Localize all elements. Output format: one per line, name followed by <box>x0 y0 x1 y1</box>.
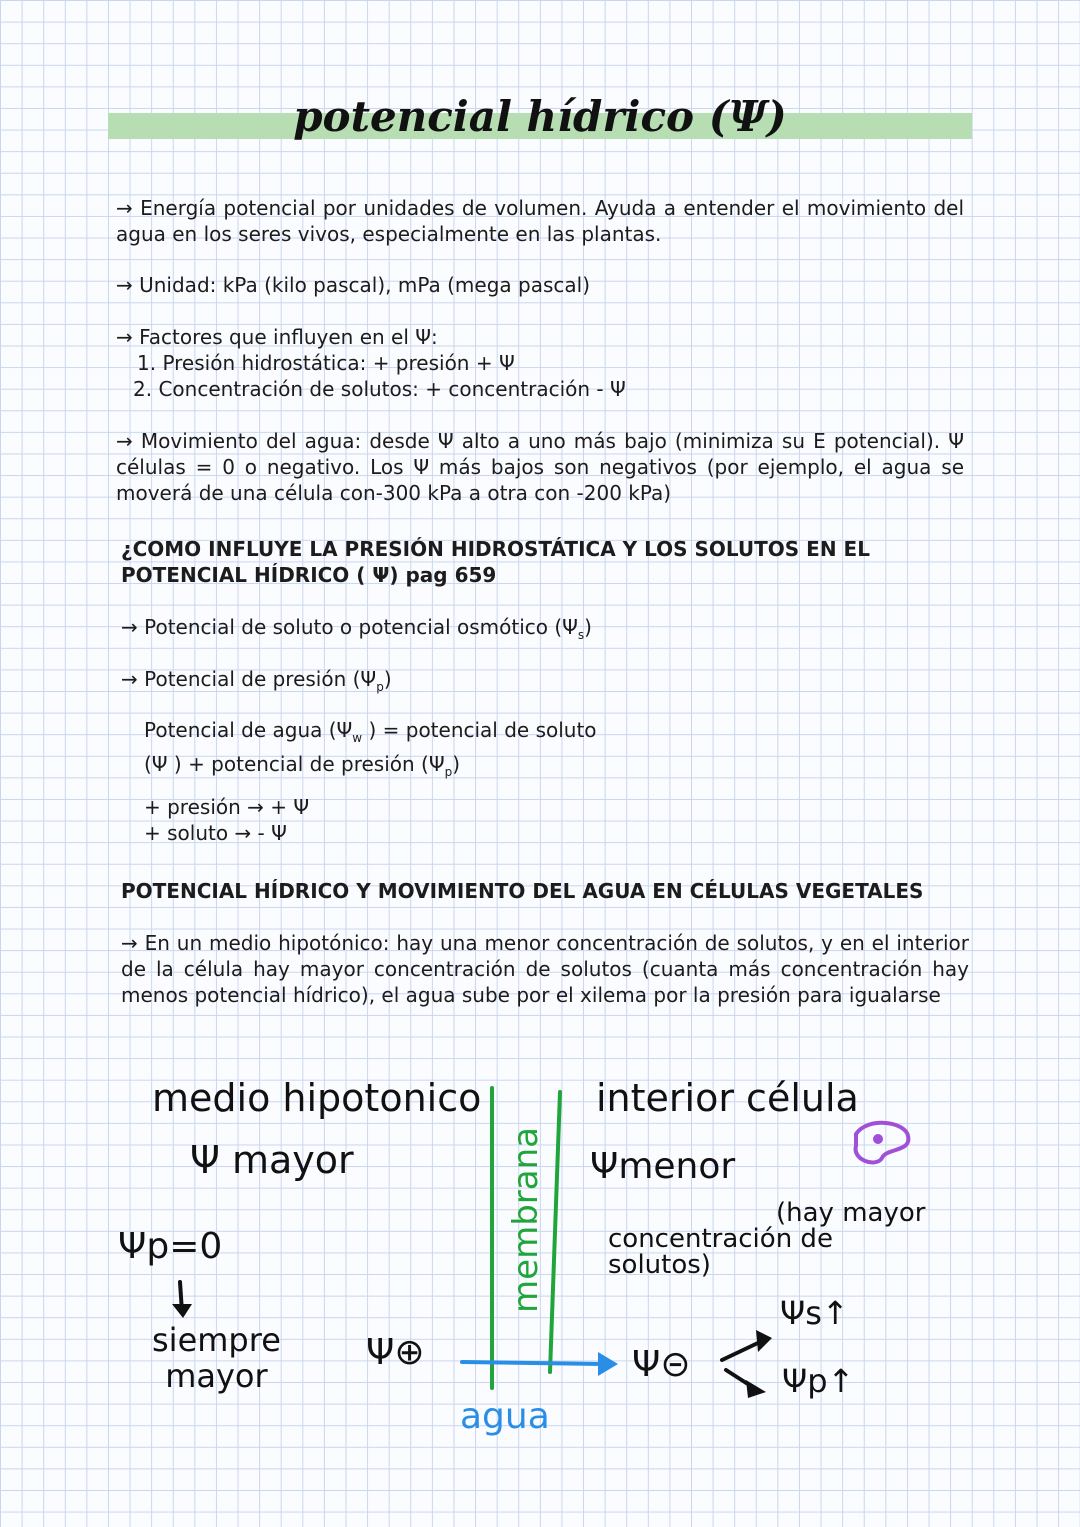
right-note-line: concentración de <box>608 1224 833 1254</box>
membrane-label: membrana <box>506 1127 546 1313</box>
factors-title: → Factores que influyen en el Ψ: <box>116 325 438 349</box>
right-note-line: (hay mayor <box>776 1198 926 1228</box>
factor-item: 1. Presión hidrostática: + presión + Ψ <box>137 351 515 375</box>
medium-title: medio hipotonico <box>152 1076 482 1120</box>
pressure-potential-text: → Potencial de presión (Ψ <box>121 667 377 691</box>
pressure-subscript: p <box>376 680 384 694</box>
more-pressure-line: + presión → + Ψ <box>144 795 310 819</box>
cell-icon <box>856 1123 909 1163</box>
psi-p-up-label: Ψp↑ <box>782 1362 855 1400</box>
definition-paragraph: → Energía potencial por unidades de volumen. Ayuda a entender el movimiento del agua en los seres vivos, especialmente en las plantas. <box>116 196 964 246</box>
right-psi-label: Ψmenor <box>590 1146 736 1187</box>
section1-heading <box>121 536 971 588</box>
formula-subscript-p: p <box>444 765 453 779</box>
always-line: mayor <box>165 1357 268 1395</box>
right-note <box>608 1200 925 1278</box>
cell-interior-title: interior célula <box>596 1076 859 1120</box>
always-label <box>152 1322 281 1394</box>
right-note-line: solutos) <box>608 1250 711 1280</box>
formula-subscript-w: w <box>352 731 363 745</box>
more-solute-line: + soluto → - Ψ <box>144 821 287 845</box>
branch-arrowhead-down <box>746 1380 766 1398</box>
water-flow-arrowhead <box>598 1352 618 1376</box>
psi-s-up-label: Ψs↑ <box>780 1294 849 1332</box>
movement-paragraph: → Movimiento del agua: desde Ψ alto a uno más bajo (minimiza su E potencial). Ψ células = 0 o negativo. Los Ψ más bajos son negativos (por ejemplo, el agua se moverá de una célula con-300 kPa a otra con -200 kPa) <box>116 429 964 505</box>
hypotonic-paragraph: → En un medio hipotónico: hay una menor concentración de solutos, y en el interior de la célula hay mayor concentración de solutos (cuanta más concentración hay menos potencial hídrico), el agua sube por el xilema por la presión para igualarse <box>121 931 969 1007</box>
page-title: potencial hídrico (Ψ) <box>293 92 787 141</box>
formula-text: Potencial de agua (Ψ <box>144 718 353 742</box>
solute-subscript: s <box>577 628 585 642</box>
branch-arrow-down <box>726 1370 754 1388</box>
psi-plus-label: Ψ⊕ <box>366 1332 425 1373</box>
pressure-potential-line: → Potencial de presión $(\Psi_p)$ <box>121 667 392 694</box>
water-potential-formula: Potencial de agua ($\Psi_w$ ) = potencial de soluto (Ψ ) + potencial de presión $(\Psi_p)$ <box>144 718 597 779</box>
unit-line: → Unidad: kPa (kilo pascal), mPa (mega pascal) <box>116 273 591 297</box>
section1-heading-line: ¿COMO INFLUYE LA PRESIÓN HIDROSTÁTICA Y LOS SOLUTOS EN EL <box>121 537 870 561</box>
always-line: siempre <box>152 1321 281 1359</box>
psi-minus-label: Ψ⊝ <box>632 1344 691 1385</box>
cell-nucleus <box>873 1134 883 1144</box>
psi-p-zero-label: Ψp=0 <box>118 1226 223 1267</box>
branch-arrow-up <box>722 1342 760 1360</box>
down-arrow <box>180 1282 182 1312</box>
water-flow-arrow <box>462 1362 602 1364</box>
solute-potential-line: → Potencial de soluto o potencial osmótico $(\Psi_s)$ <box>121 615 592 642</box>
formula-text: ) = potencial de soluto <box>368 718 597 742</box>
left-psi-label: Ψ mayor <box>190 1138 354 1182</box>
solute-potential-text: → Potencial de soluto o potencial osmótico (Ψ <box>121 615 578 639</box>
formula-text: (Ψ ) + potencial de presión (Ψ <box>144 752 445 776</box>
membrane-line-right <box>550 1092 560 1372</box>
water-label: agua <box>460 1396 550 1437</box>
section1-heading-line: POTENCIAL HÍDRICO ( Ψ) pag 659 <box>121 563 497 587</box>
section2-heading: POTENCIAL HÍDRICO Y MOVIMIENTO DEL AGUA EN CÉLULAS VEGETALES <box>121 879 924 903</box>
branch-arrowhead-up <box>756 1330 772 1352</box>
down-arrowhead <box>172 1304 192 1318</box>
factor-item: 2. Concentración de solutos: + concentración - Ψ <box>133 377 626 401</box>
